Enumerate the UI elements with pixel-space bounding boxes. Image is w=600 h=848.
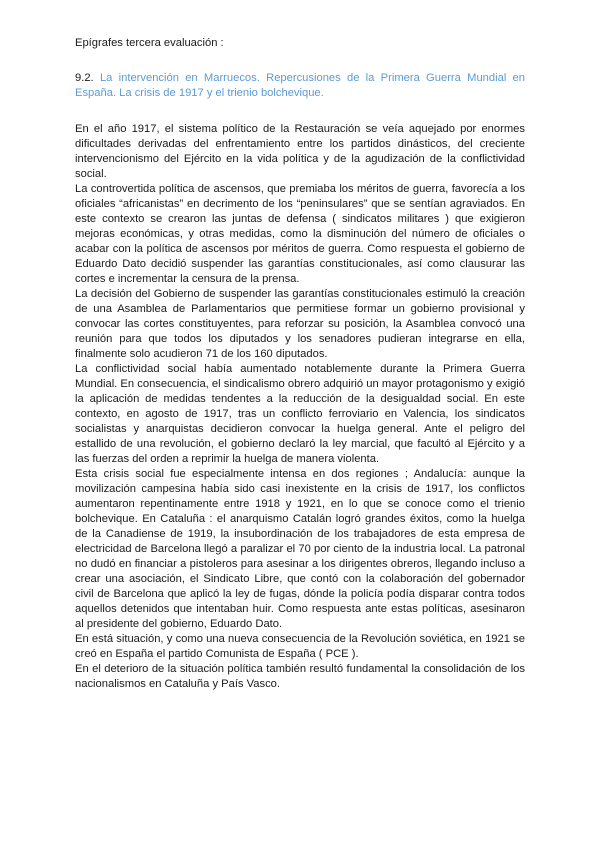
paragraph-1: En el año 1917, el sistema político de la Restauración se veía aquejado por enormes dificultades derivadas del enfrentamiento entre los partidos dinásticos, del creciente intervencionismo del Ejército en la vida política y de la agudización de la conflictividad social.	[75, 123, 525, 180]
section-heading	[75, 71, 525, 101]
paragraph-3: La decisión del Gobierno de suspender las garantías constitucionales estimuló la creación de una Asamblea de Parlamentarios que permitiese formar un gobierno provisional y convocar las cortes constituyentes, para reforzar su posición, la Asamblea convocó una reunión para que todos los diputados y los senadores pudieran integrarse en ella, finalmente solo acudieron 71 de los 160 diputados.	[75, 288, 525, 360]
section-heading-text: La intervención en Marruecos. Repercusiones de la Primera Guerra Mundial en España. La crisis de 1917 y el trienio bolchevique.	[75, 72, 525, 99]
body-text	[75, 122, 525, 692]
document-content	[75, 36, 525, 692]
paragraph-4: La conflictividad social había aumentado notablemente durante la Primera Guerra Mundial. En consecuencia, el sindicalismo obrero adquirió un mayor protagonismo y exigió la aplicación de medidas tendentes a la reducción de la desigualdad social. En este contexto, en agosto de 1917, tras un conflicto ferroviario en Valencia, los sindicatos socialistas y anarquistas decidieron convocar la huelga general. Ante el peligro del estallido de una revolución, el gobierno declaró la ley marcial, que facultó al Ejército y a las fuerzas del orden a reprimir la huelga de manera violenta.	[75, 363, 525, 465]
paragraph-6: En está situación, y como una nueva consecuencia de la Revolución soviética, en 1921 se creó en España el partido Comunista de España ( PCE ).	[75, 633, 525, 660]
paragraph-7: En el deterioro de la situación política también resultó fundamental la consolidación de los nacionalismos en Cataluña y País Vasco.	[75, 663, 525, 690]
paragraph-5: Esta crisis social fue especialmente intensa en dos regiones ; Andalucía: aunque la movilización campesina había sido casi inexistente en la crisis de 1917, los conflictos aumentaron repentinamente entre 1918 y 1921, en lo que se conoce como el trienio bolchevique. En Cataluña : el anarquismo Catalán logró grandes éxitos, como la huelga de la Canadiense de 1919, la insubordinación de los trabajadores de esta empresa de electricidad de Barcelona llegó a paralizar el 70 por ciento de la industria local. La patronal no dudó en financiar a pistoleros para asesinar a los dirigentes obreros, llegando incluso a crear una asociación, el Sindicato Libre, que contó con la colaboración del gobernador civil de Barcelona que aplicó la ley de fugas, dónde la policía podía disparar contra todos aquellos detenidos que intentaban huir. Como respuesta ante estas políticas, asesinaron al presidente del gobierno, Eduardo Dato.	[75, 468, 525, 630]
section-number: 9.2.	[75, 72, 94, 84]
document-title: Epígrafes tercera evaluación :	[75, 37, 224, 49]
paragraph-2: La controvertida política de ascensos, que premiaba los méritos de guerra, favorecía a los oficiales “africanistas” en decrimento de los “peninsulares” que se sentían agraviados. En este contexto se crearon las juntas de defensa ( sindicatos militares ) que exigieron mejoras económicas, y otras medidas, como la disminución del número de oficiales o acabar con la política de ascensos por méritos de guerra. Como respuesta el gobierno de Eduardo Dato decidió suspender las garantías constitucionales, así como clausurar las cortes e incrementar la censura de la prensa.	[75, 183, 525, 285]
